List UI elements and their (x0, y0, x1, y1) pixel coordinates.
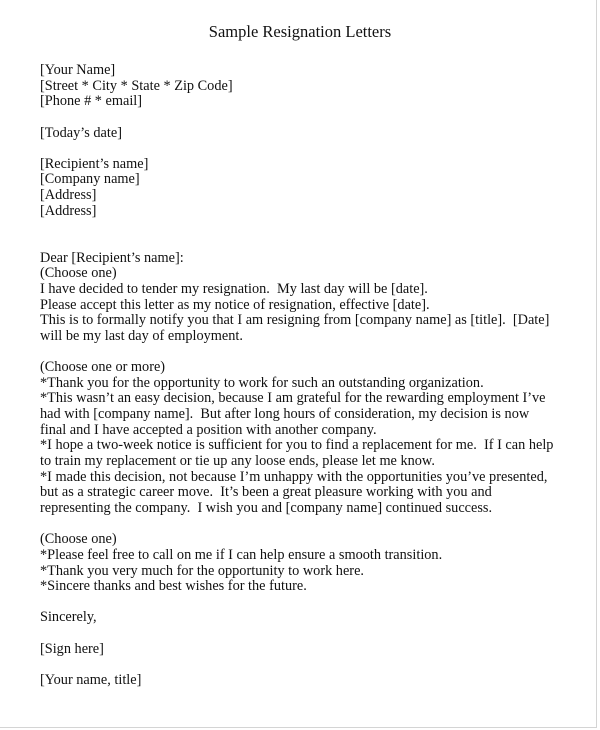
name-title: [Your name, title] (40, 671, 142, 688)
sender-block (40, 63, 590, 110)
letter-body (40, 63, 590, 689)
recipient-address: [Address] (40, 202, 97, 219)
section-line: *This wasn’t an easy decision, because I am grateful for the rewarding employment I’ve (40, 390, 546, 407)
closing: Sincerely, (40, 609, 97, 626)
letter-date: [Today’s date] (40, 124, 122, 141)
sender-name: [Your Name] (40, 62, 116, 78)
document-title: Sample Resignation Letters (208, 22, 392, 41)
section-line: *Thank you for the opportunity to work for such an outstanding organization. (40, 374, 484, 391)
section-line: had with [company name]. But after long hours of consideration, my decision is now (40, 406, 530, 423)
signature: [Sign here] (40, 640, 104, 657)
section-opening (40, 266, 590, 344)
section-line: *I hope a two-week notice is sufficient for you to find a replacement for me. If I can help (40, 437, 554, 454)
section-line: will be my last day of employment. (40, 327, 243, 344)
section-line: representing the company. I wish you and [company name] continued success. (40, 499, 493, 516)
recipient-name: [Recipient’s name] (40, 155, 149, 172)
section-line: *Please feel free to call on me if I can help ensure a smooth transition. (40, 546, 443, 563)
section-line: (Choose one) (40, 531, 117, 548)
recipient-address: [Address] (40, 187, 97, 204)
section-line: *Thank you very much for the opportunity to work here. (40, 562, 364, 579)
section-closing (40, 532, 590, 595)
recipient-company: [Company name] (40, 171, 140, 188)
recipient-block (40, 157, 590, 220)
salutation: Dear [Recipient’s name]: (40, 249, 184, 266)
section-line: but as a strategic career move. It’s been a great pleasure working with you and (40, 484, 492, 501)
sender-contact: [Phone # * email] (40, 93, 143, 110)
section-line: *Sincere thanks and best wishes for the future. (40, 578, 307, 595)
section-reasons (40, 360, 590, 516)
sender-address: [Street * City * State * Zip Code] (40, 77, 233, 94)
section-line: (Choose one or more) (40, 359, 166, 376)
section-line: to train my replacement or tie up any loose ends, please let me know. (40, 453, 435, 470)
section-line: I have decided to tender my resignation. My last day will be [date]. (40, 280, 428, 297)
section-line: *I made this decision, not because I’m unhappy with the opportunities you’ve presented, (40, 468, 548, 485)
section-line: final and I have accepted a position with another company. (40, 421, 377, 438)
section-line: This is to formally notify you that I am resigning from [company name] as [title]. [Date] (40, 312, 550, 329)
section-line: (Choose one) (40, 265, 117, 282)
section-line: Please accept this letter as my notice of resignation, effective [date]. (40, 296, 430, 313)
